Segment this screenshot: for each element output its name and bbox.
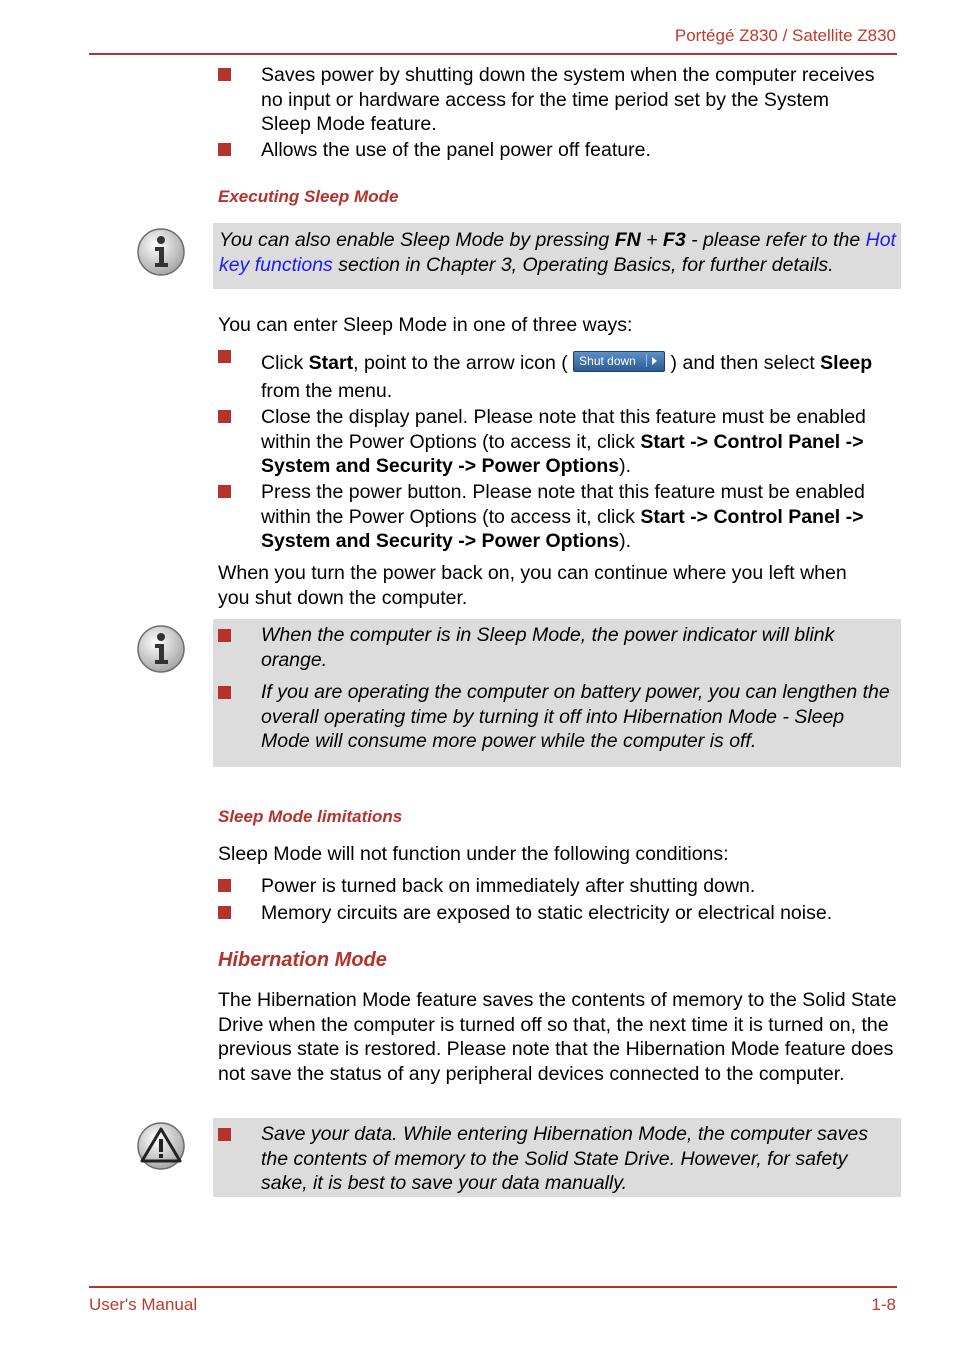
text: ). <box>619 455 632 477</box>
list-item: Allows the use of the panel power off feature. <box>261 139 651 161</box>
info-icon <box>136 624 186 681</box>
bullet-marker <box>218 143 231 156</box>
list-item <box>261 405 901 479</box>
text: ) and then select <box>665 352 821 374</box>
section-heading-limitations: Sleep Mode limitations <box>218 807 403 826</box>
header-rule <box>89 53 897 55</box>
text: , point to the arrow icon ( <box>353 352 574 374</box>
paragraph: The Hibernation Mode feature saves the contents of memory to the Solid State Drive when the computer is turned off so that, the next time it is turned on, the previous state is restored. Please note that the Hibernation Mode feature does not save the status of any peripheral devices connected to the computer. <box>218 989 897 1085</box>
bullet-marker <box>218 350 231 363</box>
list-item <box>261 480 901 554</box>
caution-box <box>213 1118 901 1197</box>
bold-path: Start -> Control Panel -> System and Security -> Power Options <box>261 430 864 477</box>
list-item <box>261 349 901 405</box>
footer-manual-label: User's Manual <box>89 1295 198 1314</box>
bullet-marker <box>218 879 231 892</box>
note-box <box>213 223 901 289</box>
arrow-right-icon <box>646 354 662 367</box>
section-heading-executing: Executing Sleep Mode <box>218 187 399 206</box>
bold-path: Start -> Control Panel -> System and Security -> Power Options <box>261 505 864 552</box>
note-text <box>219 228 899 277</box>
key-fn: FN <box>614 229 641 251</box>
note-box <box>213 619 901 767</box>
list-item: Memory circuits are exposed to static electricity or electrical noise. <box>261 902 833 924</box>
paragraph: Sleep Mode will not function under the following conditions: <box>218 843 729 865</box>
note-list-item: When the computer is in Sleep Mode, the power indicator will blink orange. <box>261 624 835 671</box>
warning-icon <box>136 1121 186 1178</box>
note-text-part: You can also enable Sleep Mode by pressing <box>219 229 615 251</box>
note-text-part: section in Chapter 3, Operating Basics, for further details. <box>332 253 834 276</box>
caution-text: Save your data. While entering Hibernation Mode, the computer saves the contents of memory to the Solid State Drive. However, for safety sake, it is best to save your data manually. <box>261 1123 868 1194</box>
list-item: Saves power by shutting down the system when the computer receives no input or hardware access for the time period set by the System Sleep Mode feature. <box>261 64 875 135</box>
page-number: 1-8 <box>871 1295 896 1314</box>
key-f3: F3 <box>662 229 686 251</box>
note-text-part: + <box>640 229 663 251</box>
shut-down-button <box>573 351 665 372</box>
text: ). <box>619 530 632 552</box>
bullet-marker <box>218 629 231 642</box>
section-heading-hibernation: Hibernation Mode <box>218 949 387 971</box>
bold-sleep: Sleep <box>820 352 873 374</box>
bullet-marker <box>218 906 231 919</box>
list-item: Power is turned back on immediately after shutting down. <box>261 875 756 897</box>
bullet-marker <box>218 410 231 423</box>
bullet-marker <box>218 686 231 699</box>
bullet-marker <box>218 1128 231 1141</box>
text: Press the power button. Please note that this feature must be enabled within the Power Options (to access it, click <box>261 481 865 528</box>
info-icon <box>136 227 186 284</box>
page-header-title: Portégé Z830 / Satellite Z830 <box>674 26 896 45</box>
note-list-item: If you are operating the computer on battery power, you can lengthen the overall operating time by turning it off into Hibernation Mode - Sleep Mode will consume more power while the computer is off. <box>261 681 890 752</box>
hot-key-functions-link[interactable]: Hot key functions <box>219 229 896 276</box>
bold-start: Start <box>308 352 354 374</box>
text: Close the display panel. Please note that this feature must be enabled within the Power Options (to access it, click <box>261 406 866 453</box>
text: Click <box>261 352 309 374</box>
paragraph: When you turn the power back on, you can continue where you left when you shut down the computer. <box>218 562 847 609</box>
bullet-marker <box>218 485 231 498</box>
footer-rule <box>89 1286 897 1288</box>
paragraph: You can enter Sleep Mode in one of three ways: <box>218 314 633 336</box>
note-text-part: - please refer to the <box>685 229 866 251</box>
shut-down-label: Shut down <box>579 354 636 369</box>
text: from the menu. <box>261 380 393 402</box>
bullet-marker <box>218 68 231 81</box>
